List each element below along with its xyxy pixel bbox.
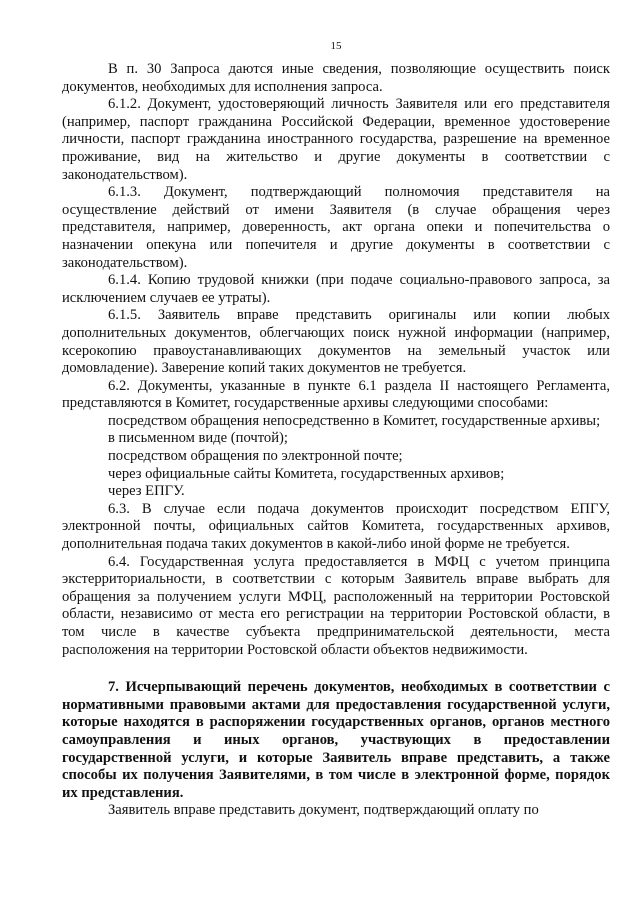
section-spacer bbox=[62, 659, 610, 679]
list-item-epgu: через ЕПГУ. bbox=[108, 483, 185, 500]
document-page bbox=[62, 0, 610, 820]
paragraph-6-3: 6.3. В случае если подача документов происходит посредством ЕПГУ, электронной почты, официальных сайтов Комитета, государственных архивов, дополнительная подача таких документов в какой-либо иной форме не требуется. bbox=[62, 500, 610, 553]
paragraph-payment-document: Заявитель вправе представить документ, подтверждающий оплату по bbox=[108, 802, 539, 819]
page-number: 15 bbox=[330, 40, 342, 52]
paragraph-6-1-4: 6.1.4. Копию трудовой книжки (при подаче социально-правового запроса, за исключением случаев ее утраты). bbox=[62, 272, 610, 306]
paragraph-6-1-5: 6.1.5. Заявитель вправе представить оригиналы или копии любых дополнительных документов, облегчающих поиск нужной информации (например, ксерокопию правоустанавливающих документов на земельный участок или домовладение). Заверение копий таких документов не требуется. bbox=[62, 307, 610, 377]
list-item-websites: через официальные сайты Комитета, государственных архивов; bbox=[108, 465, 505, 482]
list-item-post: в письменном виде (почтой); bbox=[108, 430, 288, 447]
list-item-email: посредством обращения по электронной почте; bbox=[108, 448, 403, 465]
section-heading-7: 7. Исчерпывающий перечень документов, необходимых в соответствии с нормативными правовыми актами для предоставления государственной услуги, которые находятся в распоряжении государственных органов, органов местного самоуправления и иных органов, участвующих в предоставлении государственной услуги, и которые Заявитель вправе представить, а также способы их получения Заявителями, в том числе в электронной форме, порядок их представления. bbox=[62, 679, 610, 801]
paragraph-6-2: 6.2. Документы, указанные в пункте 6.1 раздела II настоящего Регламента, представляются в Комитет, государственные архивы следующими способами: bbox=[62, 377, 610, 412]
paragraph-6-4: 6.4. Государственная услуга предоставляется в МФЦ с учетом принципа экстерриториальности, в соответствии с которым Заявитель вправе выбрать для обращения за получением услуги МФЦ, расположенный на территории Ростовской области, независимо от места его регистрации на территории Ростовской области, в том числе в качестве субъекта предпринимательской деятельности, места расположения на территории Ростовской области объектов недвижимости. bbox=[62, 553, 610, 658]
list-item-direct-appeal: посредством обращения непосредственно в Комитет, государственные архивы; bbox=[108, 412, 601, 429]
paragraph-6-1-3: 6.1.3. Документ, подтверждающий полномочия представителя на осуществление действий от имени Заявителя (в случае обращения через представителя, например, доверенность, акт органа опеки и попечительства о назначении опекуна или попечителя и другие документы в соответствии с законодательством). bbox=[62, 184, 610, 271]
paragraph-search-info: В п. 30 Запроса даются иные сведения, позволяющие осуществить поиск документов, необходимых для исполнения запроса. bbox=[62, 61, 610, 95]
paragraph-6-1-2: 6.1.2. Документ, удостоверяющий личность Заявителя или его представителя (например, паспорт гражданина Российской Федерации, временное удостоверение личности, паспорт гражданина иностранного государства, разрешение на временное проживание, вид на жительство и другие документы в соответствии с законодательством). bbox=[62, 96, 610, 183]
